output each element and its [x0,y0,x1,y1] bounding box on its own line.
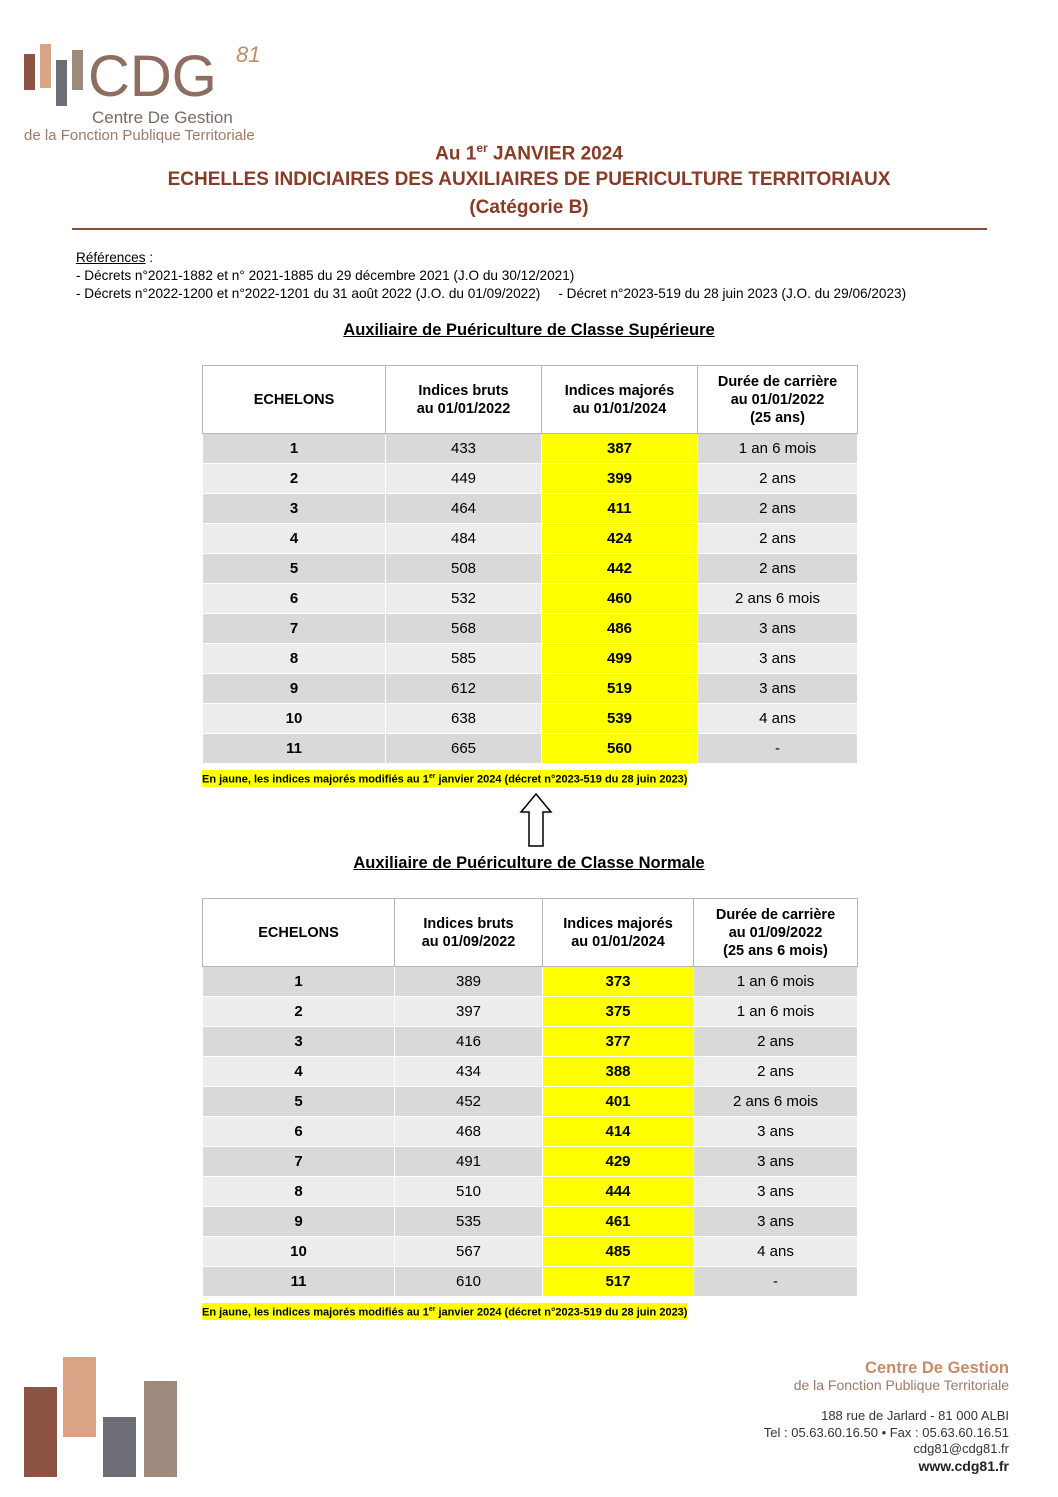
cell-duree: 3 ans [698,644,858,674]
cell-duree: 2 ans [694,1027,858,1057]
cell-indice-majore: 424 [542,524,698,554]
cell-indice-brut: 585 [386,644,542,674]
cell-indice-brut: 452 [395,1087,543,1117]
table-row [203,614,858,644]
cell-indice-majore: 485 [543,1237,694,1267]
cell-indice-majore: 387 [542,434,698,464]
cell-indice-majore: 486 [542,614,698,644]
table-row [203,644,858,674]
cell-indice-brut: 464 [386,494,542,524]
logo-bar-3 [56,60,67,106]
cell-echelon: 7 [203,1147,395,1177]
cell-indice-brut: 449 [386,464,542,494]
cell-echelon: 9 [203,1207,395,1237]
title-category: (Catégorie B) [469,197,589,218]
cell-duree: 3 ans [698,674,858,704]
table-row [203,464,858,494]
cell-duree: 1 an 6 mois [694,997,858,1027]
footer-website[interactable]: www.cdg81.fr [918,1458,1009,1474]
reference-line-2: - Décrets n°2022-1200 et n°2022-1201 du 31 août 2022 (J.O. du 01/09/2022) - Décret n°2023-519 du 28 juin 2023 (J.O. du 29/06/2023) [76,286,907,301]
title-main: ECHELLES INDICIAIRES DES AUXILIAIRES DE PUERICULTURE TERRITORIAUX [167,169,891,190]
cell-duree: 2 ans [698,464,858,494]
footer-bar-4 [144,1381,177,1477]
cell-echelon: 7 [203,614,386,644]
cell-duree: - [698,734,858,764]
references: Références : - Décrets n°2021-1882 et n° 2021-1885 du 29 décembre 2021 (J.O du 30/12/2021) - Décrets n°2022-1200 et n°2022-1201 du 31 août 2022 (J.O. du 01/09/2022) - Décret n°2023-519 du 28 juin 2023 (J.O. du 29/06/2023) [76,250,907,301]
cell-duree: 4 ans [698,704,858,734]
cell-indice-majore: 377 [543,1027,694,1057]
header-echelons: ECHELONS [203,366,386,434]
cell-echelon: 11 [203,734,386,764]
table-row [203,1147,858,1177]
cell-echelon: 3 [203,494,386,524]
cell-indice-majore: 429 [543,1147,694,1177]
table-row [203,1087,858,1117]
table-row [203,494,858,524]
table-row [203,434,858,464]
table-row [203,1027,858,1057]
cell-duree: 2 ans [698,494,858,524]
cell-duree: 2 ans 6 mois [694,1087,858,1117]
table-row [203,674,858,704]
table-row [203,1267,858,1297]
table-classe-superieure [202,365,858,764]
cell-indice-brut: 612 [386,674,542,704]
section-title-superieure: Auxiliaire de Puériculture de Classe Supérieure [343,321,715,339]
cell-indice-majore: 444 [543,1177,694,1207]
table-classe-normale [202,898,858,1297]
footer-email[interactable]: cdg81@cdg81.fr [913,1441,1009,1456]
cell-indice-majore: 539 [542,704,698,734]
header-duree-carriere: Durée de carrière au 01/01/2022 (25 ans) [698,366,858,434]
logo-text: CDG [88,44,217,109]
cell-echelon: 10 [203,1237,395,1267]
cell-indice-majore: 373 [543,967,694,997]
cell-indice-brut: 508 [386,554,542,584]
title-date: Au 1er JANVIER 2024 [435,141,623,165]
table-row [203,1237,858,1267]
cell-indice-brut: 638 [386,704,542,734]
cell-duree: - [694,1267,858,1297]
cell-indice-brut: 532 [386,584,542,614]
cell-echelon: 6 [203,584,386,614]
table-row [203,1177,858,1207]
cell-echelon: 2 [203,464,386,494]
cell-indice-brut: 665 [386,734,542,764]
cell-duree: 2 ans [694,1057,858,1087]
cell-duree: 4 ans [694,1237,858,1267]
cell-echelon: 4 [203,1057,395,1087]
table-row [203,1117,858,1147]
logo-bar-2 [40,44,51,88]
cell-indice-majore: 401 [543,1087,694,1117]
cell-duree: 3 ans [698,614,858,644]
table-row [203,704,858,734]
footer-org-subtitle: de la Fonction Publique Territoriale [793,1377,1009,1393]
logo-bar-1 [24,54,35,90]
title-divider [72,228,987,230]
logo-subtitle-1: Centre De Gestion [92,108,233,127]
cell-echelon: 10 [203,704,386,734]
note-highlight-superieure: En jaune, les indices majorés modifiés au 1er janvier 2024 (décret n°2023-519 du 28 juin 2023) [202,770,687,787]
footer-bar-1 [24,1387,57,1477]
table-row [203,997,858,1027]
table-row [203,554,858,584]
header-duree-carriere: Durée de carrière au 01/09/2022 (25 ans 6 mois) [694,899,858,967]
cell-indice-brut: 535 [395,1207,543,1237]
cell-echelon: 1 [203,434,386,464]
cell-indice-brut: 389 [395,967,543,997]
cell-duree: 3 ans [694,1147,858,1177]
cell-echelon: 8 [203,1177,395,1207]
cell-indice-brut: 491 [395,1147,543,1177]
cell-indice-majore: 461 [543,1207,694,1237]
table-row [203,967,858,997]
cell-indice-majore: 388 [543,1057,694,1087]
cell-indice-brut: 568 [386,614,542,644]
header-indices-bruts: Indices bruts au 01/01/2022 [386,366,542,434]
logo-number: 81 [236,42,261,67]
cell-indice-brut: 397 [395,997,543,1027]
header-indices-majores: Indices majorés au 01/01/2024 [542,366,698,434]
cell-duree: 1 an 6 mois [694,967,858,997]
header-echelons: ECHELONS [203,899,395,967]
cell-echelon: 3 [203,1027,395,1057]
cell-echelon: 11 [203,1267,395,1297]
logo-subtitle-2: de la Fonction Publique Territoriale [24,127,255,144]
table-row [203,734,858,764]
cell-indice-majore: 460 [542,584,698,614]
table-row [203,524,858,554]
footer-bar-3 [103,1417,136,1477]
cell-indice-brut: 484 [386,524,542,554]
cell-indice-brut: 510 [395,1177,543,1207]
footer-org-name: Centre De Gestion [865,1359,1009,1377]
table-row [203,1057,858,1087]
cell-echelon: 2 [203,997,395,1027]
cell-indice-brut: 567 [395,1237,543,1267]
cell-indice-majore: 499 [542,644,698,674]
logo-bar-4 [72,50,83,90]
footer-address: 188 rue de Jarlard - 81 000 ALBI [821,1408,1009,1423]
cell-indice-brut: 434 [395,1057,543,1087]
cell-echelon: 8 [203,644,386,674]
cell-indice-majore: 375 [543,997,694,1027]
cell-echelon: 5 [203,1087,395,1117]
cell-echelon: 6 [203,1117,395,1147]
cell-echelon: 4 [203,524,386,554]
cell-echelon: 1 [203,967,395,997]
table-row [203,584,858,614]
footer-bars-logo [22,1355,182,1480]
cell-indice-brut: 468 [395,1117,543,1147]
reference-line-1: - Décrets n°2021-1882 et n° 2021-1885 du 29 décembre 2021 (J.O du 30/12/2021) [76,268,575,283]
table-row [203,1207,858,1237]
cell-indice-majore: 411 [542,494,698,524]
cell-indice-brut: 610 [395,1267,543,1297]
references-label: Références [76,250,146,265]
cell-indice-brut: 433 [386,434,542,464]
cell-duree: 1 an 6 mois [698,434,858,464]
cell-duree: 2 ans [698,554,858,584]
cell-indice-majore: 442 [542,554,698,584]
cell-indice-majore: 399 [542,464,698,494]
footer-bar-2 [63,1357,96,1437]
header-indices-majores: Indices majorés au 01/01/2024 [543,899,694,967]
footer-phone-fax: Tel : 05.63.60.16.50 • Fax : 05.63.60.16.51 [763,1425,1009,1440]
cell-echelon: 5 [203,554,386,584]
section-title-normale: Auxiliaire de Puériculture de Classe Normale [353,854,705,872]
cell-duree: 3 ans [694,1117,858,1147]
cell-indice-majore: 519 [542,674,698,704]
header-indices-bruts: Indices bruts au 01/09/2022 [395,899,543,967]
cell-indice-majore: 517 [543,1267,694,1297]
cell-indice-brut: 416 [395,1027,543,1057]
note-highlight-normale: En jaune, les indices majorés modifiés au 1er janvier 2024 (décret n°2023-519 du 28 juin 2023) [202,1303,687,1320]
cell-duree: 3 ans [694,1207,858,1237]
cell-duree: 2 ans 6 mois [698,584,858,614]
cell-duree: 3 ans [694,1177,858,1207]
hollow-up-arrow-icon [519,792,553,848]
cell-indice-majore: 560 [542,734,698,764]
cell-echelon: 9 [203,674,386,704]
cell-indice-majore: 414 [543,1117,694,1147]
cell-duree: 2 ans [698,524,858,554]
